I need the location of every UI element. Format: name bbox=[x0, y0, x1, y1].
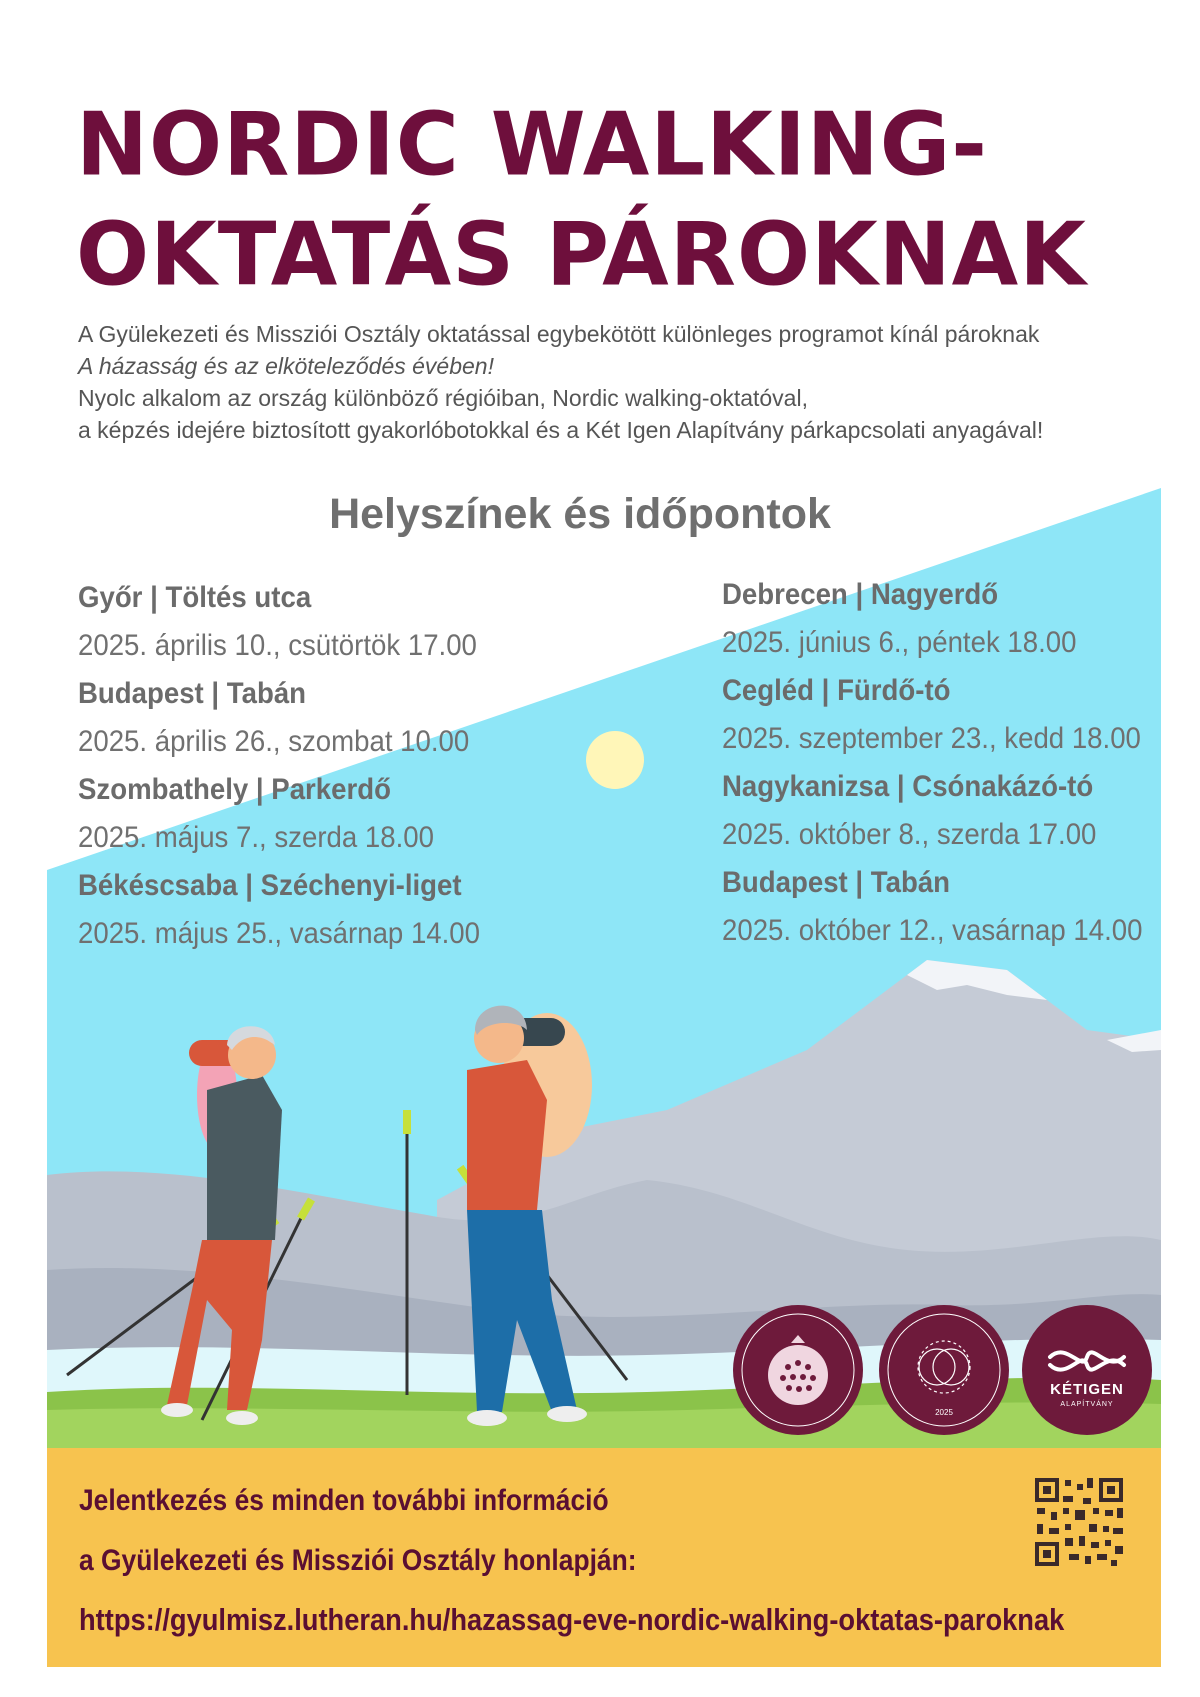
rings-icon bbox=[879, 1305, 1009, 1435]
event-entry bbox=[78, 575, 598, 671]
event-date: 2025. október 12., vasárnap 14.00 bbox=[722, 914, 1143, 947]
event-place: Győr | Töltés utca bbox=[78, 581, 312, 614]
footer-line-1: Jelentkezés és minden további információ bbox=[79, 1484, 609, 1517]
event-date: 2025. október 8., szerda 17.00 bbox=[722, 818, 1097, 851]
intro-text bbox=[78, 318, 1138, 446]
intro-line-2: A házasság és az elköteleződés évében! bbox=[78, 353, 494, 379]
schedule-heading: Helyszínek és időpontok bbox=[329, 490, 831, 538]
event-place: Budapest | Tabán bbox=[722, 866, 951, 899]
intro-line-1: A Gyülekezeti és Missziói Osztály oktatással egybekötött különleges programot kínál pároknak bbox=[78, 321, 1040, 347]
logo-name: KÉTIGEN bbox=[1050, 1381, 1124, 1398]
title-line-2: OKTATÁS PÁROKNAK bbox=[76, 204, 1087, 307]
footer-line-2: a Gyülekezeti és Missziói Osztály honlapján: bbox=[79, 1544, 637, 1577]
schedule-column-left bbox=[78, 575, 598, 959]
footer-url-link[interactable]: https://gyulmisz.lutheran.hu/hazassag-eve-nordic-walking-oktatas-paroknak bbox=[79, 1602, 1065, 1637]
event-date: 2025. április 10., csütörtök 17.00 bbox=[78, 629, 477, 662]
event-place: Nagykanizsa | Csónakázó-tó bbox=[722, 770, 1094, 803]
event-entry bbox=[722, 668, 1200, 764]
marriage-year-logo bbox=[879, 1305, 1009, 1435]
event-date: 2025. június 6., péntek 18.00 bbox=[722, 626, 1077, 659]
event-date: 2025. május 25., vasárnap 14.00 bbox=[78, 917, 481, 950]
event-entry bbox=[78, 863, 598, 959]
ketigen-logo bbox=[1022, 1305, 1152, 1435]
knot-icon bbox=[1022, 1305, 1152, 1435]
event-place: Szombathely | Parkerdő bbox=[78, 773, 391, 806]
logo-year: 2025 bbox=[935, 1408, 953, 1417]
event-place: Békéscsaba | Széchenyi-liget bbox=[78, 869, 462, 902]
evangelical-church-logo bbox=[733, 1305, 863, 1435]
event-entry bbox=[78, 767, 598, 863]
event-date: 2025. május 7., szerda 18.00 bbox=[78, 821, 434, 854]
event-entry bbox=[722, 572, 1200, 668]
logo-subtitle: ALAPÍTVÁNY bbox=[1060, 1401, 1114, 1408]
event-entry bbox=[722, 860, 1200, 956]
event-place: Budapest | Tabán bbox=[78, 677, 307, 710]
event-place: Cegléd | Fürdő-tó bbox=[722, 674, 951, 707]
event-place: Debrecen | Nagyerdő bbox=[722, 578, 999, 611]
pomegranate-icon bbox=[733, 1305, 863, 1435]
event-date: 2025. szeptember 23., kedd 18.00 bbox=[722, 722, 1141, 755]
title-line-1: NORDIC WALKING- bbox=[76, 93, 988, 196]
intro-line-4: a képzés idejére biztosított gyakorlóbotokkal és a Két Igen Alapítvány párkapcsolati anyagával! bbox=[78, 417, 1044, 443]
footer-banner bbox=[47, 1448, 1161, 1667]
event-entry bbox=[78, 671, 598, 767]
page-title bbox=[76, 90, 1136, 310]
qr-code-icon[interactable] bbox=[1033, 1476, 1125, 1568]
schedule-column-right bbox=[722, 572, 1200, 956]
intro-line-3: Nyolc alkalom az ország különböző régióiban, Nordic walking-oktatóval, bbox=[78, 385, 808, 411]
event-date: 2025. április 26., szombat 10.00 bbox=[78, 725, 470, 758]
event-entry bbox=[722, 764, 1200, 860]
